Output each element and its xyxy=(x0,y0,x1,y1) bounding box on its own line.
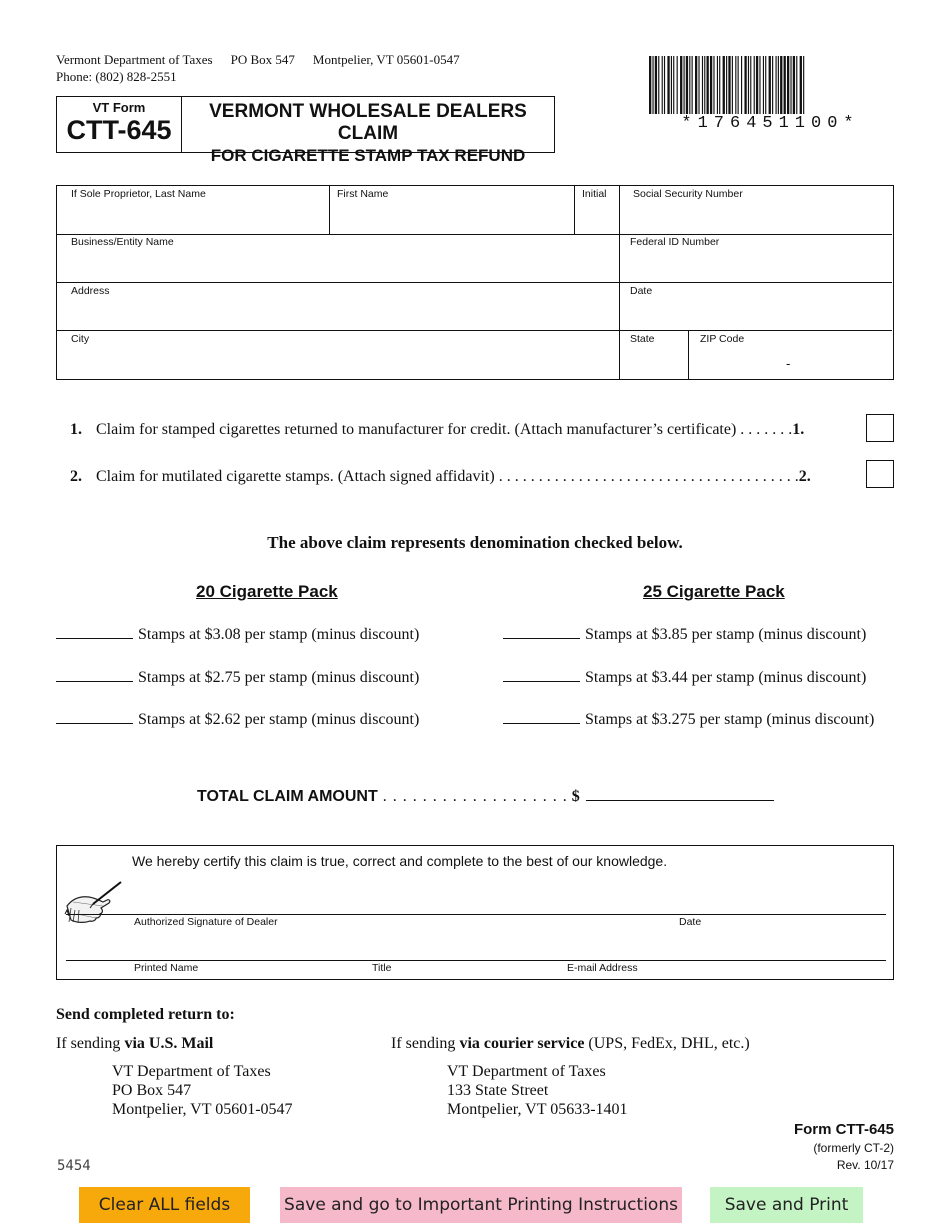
total-claim-label: TOTAL CLAIM AMOUNT xyxy=(197,788,378,805)
signature-date-input[interactable] xyxy=(676,880,884,912)
form-code: 5454 xyxy=(57,1158,91,1174)
barcode-bar xyxy=(707,56,709,114)
agency-po-box: PO Box 547 xyxy=(230,52,295,67)
date-input[interactable] xyxy=(621,297,893,330)
mail-address-line: VT Department of Taxes xyxy=(112,1063,271,1080)
barcode-bar xyxy=(754,56,755,114)
barcode-bar xyxy=(803,56,804,114)
printed-name-input[interactable] xyxy=(130,930,360,958)
barcode-bar xyxy=(776,56,777,114)
hand-signing-icon xyxy=(63,876,125,928)
barcode-bar xyxy=(726,56,727,114)
claim-line-1-text: Claim for stamped cigarettes returned to manufacturer for credit. (Attach manufacturer’s certificate) . . . . . . . xyxy=(96,421,793,438)
barcode-bar xyxy=(772,56,773,114)
claim-line-2-number: 2. xyxy=(70,468,82,485)
col-25-pack-heading: 25 Cigarette Pack xyxy=(643,582,785,601)
email-label: E-mail Address xyxy=(567,962,638,974)
form-number: CTT-645 xyxy=(66,115,172,145)
form-title-box xyxy=(181,96,555,165)
barcode-bar xyxy=(723,56,725,114)
stamp-25-a-label: Stamps at $3.85 per stamp (minus discount) xyxy=(585,626,867,643)
save-and-go-to-printing-instructions-button[interactable]: Save and go to Important Printing Instructions xyxy=(280,1187,682,1223)
total-currency: $ xyxy=(571,788,580,805)
address-input[interactable] xyxy=(57,297,618,330)
courier-method: via courier service xyxy=(459,1035,585,1052)
address-label: Address xyxy=(71,285,110,297)
stamp-20-c-input[interactable] xyxy=(56,710,133,724)
barcode-text: *176451100* xyxy=(681,114,860,133)
courier-address-line: 133 State Street xyxy=(447,1082,549,1099)
col-20-pack-heading: 20 Cigarette Pack xyxy=(196,582,338,601)
signature-rule xyxy=(66,914,886,915)
business-name-label: Business/Entity Name xyxy=(71,236,174,248)
barcode-bar xyxy=(652,56,653,114)
first-name-input[interactable] xyxy=(331,200,573,233)
form-id-box xyxy=(56,96,182,153)
barcode-bar xyxy=(692,56,693,114)
barcode-bar xyxy=(765,56,766,114)
barcode-bar xyxy=(649,56,651,114)
barcode-bar xyxy=(790,56,791,114)
barcode-bar xyxy=(756,56,758,114)
state-label: State xyxy=(630,333,655,345)
printed-name-label: Printed Name xyxy=(134,962,199,974)
courier-address-line: VT Department of Taxes xyxy=(447,1063,606,1080)
barcode-bar xyxy=(664,56,665,114)
title-input[interactable] xyxy=(370,930,560,958)
barcode-bar xyxy=(796,56,797,114)
claim-line-1-number: 1. xyxy=(70,421,82,438)
barcode-bar xyxy=(695,56,697,114)
barcode-bar xyxy=(784,56,786,114)
stamp-20-b-input[interactable] xyxy=(56,668,133,682)
barcode-bar xyxy=(735,56,736,114)
barcode-bar xyxy=(710,56,712,114)
barcode-bar xyxy=(769,56,771,114)
stamp-line-25-a xyxy=(503,625,866,644)
stamp-line-20-a xyxy=(56,625,419,644)
barcode-bar xyxy=(750,56,751,114)
footer-form-label: Form CTT-645 xyxy=(793,1121,894,1138)
total-claim-row xyxy=(197,785,774,806)
barcode-bar xyxy=(655,56,657,114)
ssn-label: Social Security Number xyxy=(633,188,743,200)
footer-formerly: (formerly CT-2) xyxy=(813,1141,894,1155)
total-claim-dots: . . . . . . . . . . . . . . . . . . . xyxy=(377,788,568,805)
courier-suffix: (UPS, FedEx, DHL, etc.) xyxy=(584,1035,750,1052)
certification-statement: We hereby certify this claim is true, correct and complete to the best of our knowledge. xyxy=(132,853,668,869)
courier-address-line: Montpelier, VT 05633-1401 xyxy=(447,1101,628,1118)
title-label: Title xyxy=(372,962,392,974)
taxpayer-info-grid xyxy=(56,185,894,380)
claim-line-1-ref: 1. xyxy=(792,421,805,438)
signature-label: Authorized Signature of Dealer xyxy=(134,916,278,928)
initial-input[interactable] xyxy=(576,200,618,233)
agency-city-zip: Montpelier, VT 05601-0547 xyxy=(312,52,460,67)
barcode-bar xyxy=(732,56,733,114)
clear-all-fields-button[interactable]: Clear ALL fields xyxy=(79,1187,250,1223)
barcode-bar xyxy=(800,56,802,114)
agency-name: Vermont Department of Taxes xyxy=(56,52,213,67)
zip-label: ZIP Code xyxy=(700,333,745,345)
form-prefix: VT Form xyxy=(92,100,146,115)
barcode-bar xyxy=(698,56,699,114)
barcode-bar xyxy=(671,56,672,114)
stamp-line-25-b xyxy=(503,668,866,687)
barcode-bar xyxy=(713,56,714,114)
stamp-25-a-input[interactable] xyxy=(503,625,580,639)
barcode-bar xyxy=(748,56,749,114)
claim-line-1 xyxy=(70,421,818,439)
first-name-label: First Name xyxy=(337,188,389,200)
stamp-line-25-c xyxy=(503,710,874,729)
last-name-input[interactable] xyxy=(57,200,328,233)
stamp-25-c-input[interactable] xyxy=(503,710,580,724)
signature-date-label: Date xyxy=(679,916,702,928)
send-to-heading: Send completed return to: xyxy=(56,1006,235,1023)
mail-address-line: PO Box 547 xyxy=(112,1082,192,1099)
date-label: Date xyxy=(630,285,653,297)
stamp-line-20-b xyxy=(56,668,419,687)
barcode-bar xyxy=(741,56,742,114)
barcode-bar xyxy=(667,56,669,114)
total-claim-input[interactable] xyxy=(586,785,774,801)
zip-input[interactable] xyxy=(690,345,893,378)
courier-intro xyxy=(391,1034,750,1053)
stamp-25-b-input[interactable] xyxy=(503,668,580,682)
barcode-bar xyxy=(793,56,795,114)
zip-separator: - xyxy=(786,356,791,371)
business-name-input[interactable] xyxy=(57,248,618,281)
claim-line-2 xyxy=(70,468,825,486)
barcode-bar xyxy=(684,56,685,114)
barcode-bar xyxy=(759,56,760,114)
barcode-bar xyxy=(702,56,703,114)
barcode-bar xyxy=(704,56,705,114)
signature-input[interactable] xyxy=(130,880,670,912)
mail-intro xyxy=(56,1034,213,1053)
stamp-line-20-c xyxy=(56,710,419,729)
ssn-input[interactable] xyxy=(621,200,893,233)
barcode-bar xyxy=(728,56,730,114)
stamp-20-b-label: Stamps at $2.75 per stamp (minus discount) xyxy=(138,669,420,686)
barcode-bar xyxy=(686,56,688,114)
email-input[interactable] xyxy=(566,930,884,958)
federal-id-label: Federal ID Number xyxy=(630,236,720,248)
mail-prefix: If sending xyxy=(56,1035,125,1052)
mail-address xyxy=(112,1062,293,1119)
barcode-bar xyxy=(677,56,678,114)
stamp-20-c-label: Stamps at $2.62 per stamp (minus discount) xyxy=(138,711,420,728)
denomination-title: The above claim represents denomination checked below. xyxy=(267,533,683,552)
barcode-bar xyxy=(738,56,739,114)
barcode-bar xyxy=(658,56,659,114)
barcode-bar xyxy=(680,56,682,114)
barcode-bar xyxy=(787,56,789,114)
state-input[interactable] xyxy=(621,345,687,378)
initial-label: Initial xyxy=(582,188,607,200)
stamp-25-b-label: Stamps at $3.44 per stamp (minus discount) xyxy=(585,669,867,686)
stamp-20-a-input[interactable] xyxy=(56,625,133,639)
stamp-20-a-label: Stamps at $3.08 per stamp (minus discount) xyxy=(138,626,420,643)
form-title-line2: FOR CIGARETTE STAMP TAX REFUND xyxy=(210,146,526,165)
barcode-bar xyxy=(689,56,690,114)
stamp-25-c-label: Stamps at $3.275 per stamp (minus discount) xyxy=(585,711,875,728)
printed-name-rule xyxy=(66,960,886,961)
claim-line-2-ref: 2. xyxy=(798,468,811,485)
footer-revision: Rev. 10/17 xyxy=(836,1158,894,1172)
barcode-bar xyxy=(778,56,779,114)
barcode xyxy=(648,56,893,114)
mail-address-line: Montpelier, VT 05601-0547 xyxy=(112,1101,293,1118)
barcode-bar xyxy=(662,56,663,114)
city-input[interactable] xyxy=(57,345,618,378)
barcode-bar xyxy=(673,56,674,114)
claim-1-checkbox[interactable] xyxy=(866,414,894,442)
barcode-bar xyxy=(744,56,746,114)
city-label: City xyxy=(71,333,90,345)
barcode-bar xyxy=(780,56,782,114)
barcode-bar xyxy=(719,56,720,114)
courier-prefix: If sending xyxy=(391,1035,460,1052)
barcode-bar xyxy=(763,56,764,114)
last-name-label: If Sole Proprietor, Last Name xyxy=(71,188,206,200)
agency-address-line xyxy=(56,52,478,68)
form-title-line1: VERMONT WHOLESALE DEALERS CLAIM xyxy=(209,101,527,144)
barcode-bar xyxy=(717,56,718,114)
mail-method: via U.S. Mail xyxy=(124,1035,214,1052)
federal-id-input[interactable] xyxy=(621,248,893,281)
save-and-print-button[interactable]: Save and Print xyxy=(710,1187,863,1223)
claim-line-2-text: Claim for mutilated cigarette stamps. (Attach signed affidavit) . . . . . . . . . . . . . . . . . . . . . . . . . . . . . . . . . . . . . . xyxy=(96,468,799,485)
courier-address xyxy=(447,1062,628,1119)
claim-2-checkbox[interactable] xyxy=(866,460,894,488)
agency-phone: Phone: (802) 828-2551 xyxy=(56,69,177,84)
